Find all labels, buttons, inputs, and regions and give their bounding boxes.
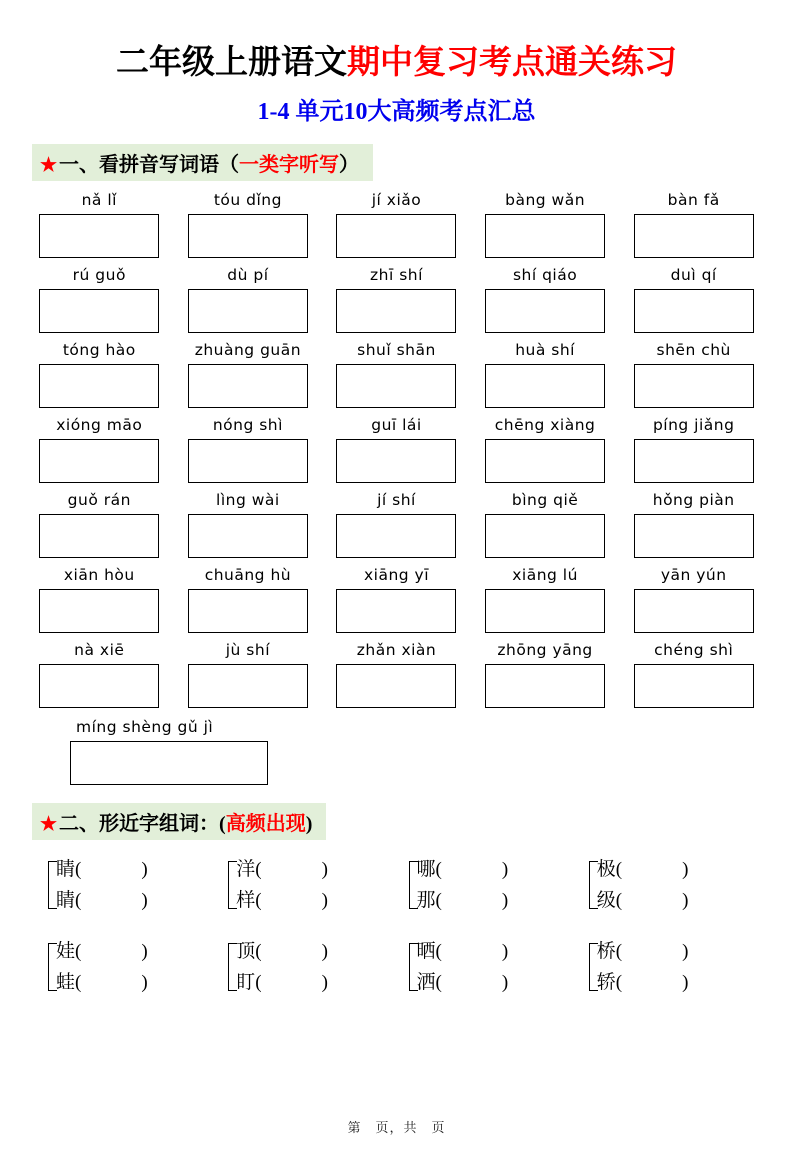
char-label: 样 [236,890,256,911]
write-box[interactable] [188,214,308,258]
pinyin-label: lìng wài [216,491,280,509]
paren-close: ) [321,890,328,911]
section1-heading-note: 一类字听写 [239,154,340,176]
pinyin-label: jí shí [377,491,416,509]
pinyin-label: jí xiǎo [371,191,422,209]
pinyin-label: zhī shí [370,266,423,284]
char-label: 睛 [56,890,76,911]
char-pair-line [236,936,400,967]
pinyin-label: nà xiē [74,641,125,659]
char-pair-line [56,936,220,967]
pinyin-cell [478,341,613,408]
paren-open: ( [75,890,82,911]
section2-paren-close: ) [305,813,313,835]
paren-close: ) [682,890,689,911]
char-pair-line [417,967,581,998]
worksheet-page [0,36,793,1158]
pinyin-cell-last [32,718,761,785]
paren-close: ) [682,972,689,993]
pinyin-label: xióng māo [56,416,143,434]
write-box[interactable] [634,214,754,258]
char-pair [46,854,220,916]
char-pair-line [597,967,761,998]
section2-paren-open: ( [219,813,226,835]
write-box[interactable] [336,664,456,708]
write-box[interactable] [634,439,754,483]
pinyin-label: duì qí [670,266,717,284]
write-box[interactable] [336,289,456,333]
pinyin-cell [329,641,464,708]
write-box[interactable] [336,214,456,258]
pinyin-cell [181,266,316,333]
pinyin-label: xiāng yī [363,566,430,584]
char-pair [226,936,400,998]
pinyin-label: míng shèng gǔ jì [76,718,214,736]
similar-characters-grid [32,854,761,998]
char-pair-line [236,967,400,998]
pinyin-cell [626,491,761,558]
pinyin-label: shí qiáo [512,266,578,284]
write-box[interactable] [336,514,456,558]
paren-close: ) [141,859,148,880]
char-label: 桥 [596,941,616,962]
write-box[interactable] [39,664,159,708]
write-box[interactable] [39,364,159,408]
char-label: 顶 [236,941,256,962]
pinyin-label: shēn chù [656,341,731,359]
char-label: 轿 [596,972,616,993]
write-box[interactable] [188,439,308,483]
pinyin-label: nǎ lǐ [81,191,117,209]
paren-open: ( [615,859,623,880]
pinyin-label: xiāng lú [512,566,578,584]
write-box[interactable] [188,289,308,333]
star-icon: ★ [40,814,58,835]
paren-close: ) [682,941,689,962]
paren-open: ( [435,859,442,880]
char-label: 洋 [236,859,256,880]
pinyin-label: tóng hào [62,341,136,359]
paren-close: ) [501,890,509,911]
pinyin-cell [181,641,316,708]
pinyin-cell [626,266,761,333]
pinyin-write-grid [32,191,761,714]
pinyin-label: shuǐ shān [357,341,436,359]
char-pair-line [56,967,220,998]
pinyin-label: bìng qiě [511,491,579,509]
char-pair [46,936,220,998]
char-pair [407,936,581,998]
pinyin-cell [181,491,316,558]
write-box[interactable] [39,589,159,633]
char-pair-line [236,854,400,885]
pinyin-cell [329,566,464,633]
pinyin-cell [181,566,316,633]
paren-close: ) [682,859,689,880]
write-box-wide[interactable] [70,741,268,785]
char-pair-line [597,885,761,916]
page-footer: 第 页，共 页 [347,1120,446,1135]
pinyin-label: dù pí [227,266,269,284]
paren-open: ( [75,941,82,962]
paren-close: ) [321,859,328,880]
section2-heading [32,803,326,840]
write-box[interactable] [485,589,605,633]
paren-open: ( [255,972,262,993]
write-box[interactable] [485,364,605,408]
write-box[interactable] [485,214,605,258]
pinyin-cell [478,491,613,558]
paren-close: ) [321,972,328,993]
section1-heading [32,144,373,181]
write-box[interactable] [485,664,605,708]
paren-close: ) [501,972,509,993]
paren-open: ( [255,941,262,962]
write-box[interactable] [634,664,754,708]
pinyin-label: bàng wǎn [505,191,586,209]
write-box[interactable] [188,514,308,558]
char-label: 洒 [416,972,436,993]
paren-close: ) [501,859,509,880]
pinyin-cell [626,416,761,483]
pinyin-label: tóu dǐng [213,191,282,209]
title-black-part: 二年级上册语文 [116,45,347,81]
paren-open: ( [255,890,262,911]
char-pair-line [417,885,581,916]
section1-heading-text: 一、看拼音写词语 [59,154,220,176]
write-box[interactable] [485,439,605,483]
pinyin-cell [329,191,464,258]
pinyin-cell [478,416,613,483]
pinyin-cell [626,641,761,708]
pinyin-label: zhuàng guān [194,341,302,359]
char-pair-line [236,885,400,916]
write-box[interactable] [39,514,159,558]
pinyin-label: nóng shì [212,416,283,434]
write-box[interactable] [634,364,754,408]
char-pair-line [417,854,581,885]
write-box[interactable] [485,289,605,333]
write-box[interactable] [634,514,754,558]
pinyin-cell [32,341,167,408]
pinyin-cell [478,566,613,633]
char-pair-line [597,936,761,967]
paren-open: ( [435,972,442,993]
pinyin-cell [478,191,613,258]
pinyin-label: chēng xiàng [494,416,596,434]
write-box[interactable] [634,589,754,633]
pinyin-cell [626,566,761,633]
pinyin-label: jù shí [225,641,271,659]
char-pair-line [56,854,220,885]
pinyin-cell [32,566,167,633]
write-box[interactable] [336,589,456,633]
star-icon: ★ [40,155,58,176]
pinyin-cell [32,416,167,483]
pinyin-label: guī lái [371,416,422,434]
paren-close: ) [141,941,148,962]
char-pair [407,854,581,916]
section2-heading-text: 二、形近字组词： [59,813,220,835]
write-box[interactable] [188,364,308,408]
page-title [32,36,761,83]
write-box[interactable] [336,439,456,483]
paren-open: ( [255,859,262,880]
paren-open: ( [435,941,442,962]
pinyin-cell [181,191,316,258]
char-pair [226,854,400,916]
paren-open: ( [615,972,623,993]
paren-open: ( [75,972,82,993]
section2-heading-note: 高频出现 [225,813,306,835]
paren-close: ) [141,890,148,911]
char-label: 哪 [416,859,436,880]
char-label: 睛 [56,859,76,880]
paren-open: ( [75,859,82,880]
char-pair-line [597,854,761,885]
write-box[interactable] [188,589,308,633]
section1-paren-open: （ [219,154,240,176]
paren-open: ( [615,941,623,962]
pinyin-cell [626,341,761,408]
pinyin-label: zhōng yāng [497,641,593,659]
pinyin-label: bàn fǎ [667,191,720,209]
page-subtitle: 1-4 单元10大高频考点汇总 [257,99,536,125]
pinyin-label: rú guǒ [72,266,126,284]
pinyin-cell [478,266,613,333]
paren-close: ) [141,972,148,993]
section1-paren-close: ） [339,154,360,176]
pinyin-cell [32,266,167,333]
pinyin-label: píng jiǎng [652,416,735,434]
char-pair-line [56,885,220,916]
char-label: 那 [416,890,436,911]
char-label: 级 [596,890,616,911]
pinyin-label: guǒ rán [67,491,131,509]
write-box[interactable] [336,364,456,408]
write-box[interactable] [39,214,159,258]
pinyin-label: hǒng piàn [652,491,735,509]
char-label: 极 [596,859,616,880]
pinyin-cell [329,266,464,333]
pinyin-cell [329,341,464,408]
char-label: 晒 [416,941,436,962]
write-box[interactable] [634,289,754,333]
char-label: 蛙 [56,972,76,993]
char-label: 盯 [236,972,256,993]
pinyin-cell [32,641,167,708]
pinyin-label: chéng shì [654,641,734,659]
pinyin-label: chuāng hù [204,566,292,584]
pinyin-cell [478,641,613,708]
pinyin-cell [329,416,464,483]
pinyin-label: zhǎn xiàn [356,641,437,659]
char-pair [587,936,761,998]
pinyin-cell [32,491,167,558]
paren-close: ) [321,941,328,962]
paren-open: ( [615,890,623,911]
title-red-part: 期中复习考点通关练习 [347,45,677,81]
write-box[interactable] [188,664,308,708]
pinyin-label: xiān hòu [63,566,135,584]
pinyin-cell [329,491,464,558]
char-pair-line [417,936,581,967]
pinyin-label: huà shí [515,341,575,359]
pinyin-label: yān yún [660,566,727,584]
paren-open: ( [435,890,442,911]
pinyin-cell [181,341,316,408]
pinyin-cell [32,191,167,258]
write-box[interactable] [39,289,159,333]
pinyin-cell [626,191,761,258]
write-box[interactable] [39,439,159,483]
paren-close: ) [501,941,509,962]
pinyin-cell [181,416,316,483]
write-box[interactable] [485,514,605,558]
char-pair [587,854,761,916]
char-label: 娃 [56,941,76,962]
